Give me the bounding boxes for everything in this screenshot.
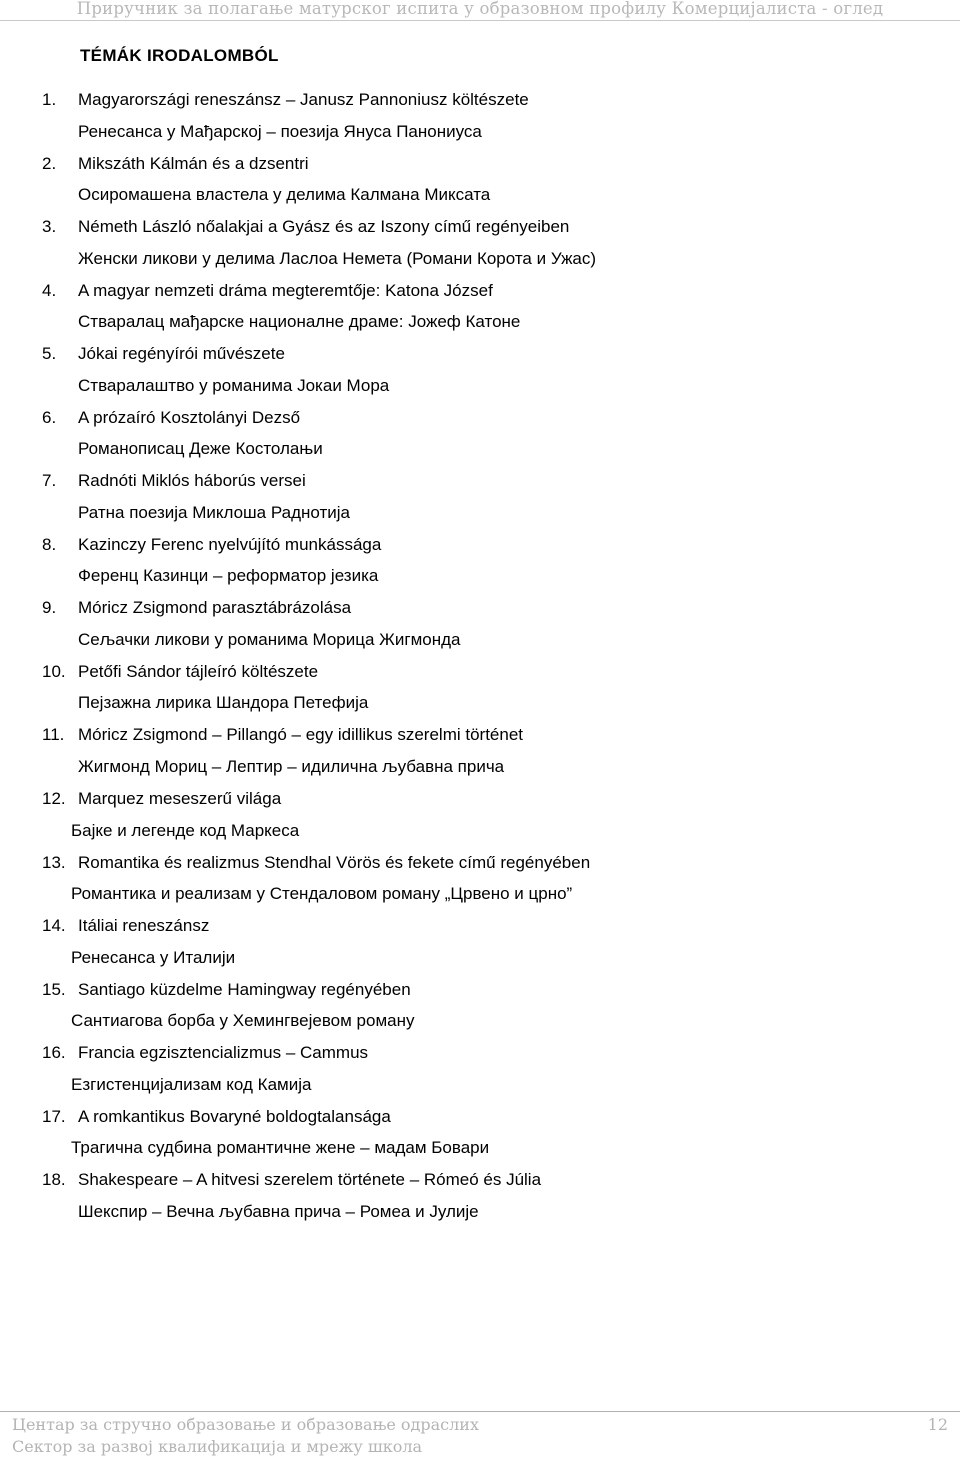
topic-title-serbian: Осиромашена властела у делима Калмана Миксата <box>78 185 491 205</box>
topic-title-serbian: Женски ликови у делима Ласлоа Немета (Романи Корота и Ужас) <box>78 248 597 268</box>
topic-title-serbian: Пејзажна лирика Шандора Петефија <box>78 693 369 713</box>
topic-item-8 <box>0 534 960 598</box>
topic-item-11 <box>0 724 960 788</box>
topic-number: 11. <box>42 725 65 745</box>
topic-title-hungarian: A prózaíró Kosztolányi Dezső <box>78 407 301 427</box>
topic-title-serbian: Ренесанса у Италији <box>71 947 236 967</box>
topic-item-4 <box>0 280 960 344</box>
topic-title-hungarian: Itáliai reneszánsz <box>78 916 210 936</box>
topic-number: 9. <box>42 598 57 618</box>
footer-divider <box>0 1411 960 1412</box>
topic-number: 2. <box>42 153 57 173</box>
topic-title-hungarian: Móricz Zsigmond – Pillangó – egy idillikus szerelmi történet <box>78 725 524 745</box>
topic-number: 13. <box>42 852 66 872</box>
topic-item-3 <box>0 216 960 280</box>
topic-title-hungarian: Francia egzisztencializmus – Cammus <box>78 1043 369 1063</box>
document-title: TÉMÁK IRODALOMBÓL <box>80 46 279 65</box>
topic-title-hungarian: Marquez meseszerű világa <box>78 789 282 809</box>
topic-item-18 <box>0 1169 960 1233</box>
topic-number: 4. <box>42 280 57 300</box>
topic-title-serbian: Стваралац мађарске националне драме: Јожеф Катоне <box>78 312 521 332</box>
topic-title-serbian: Сантиагова борба у Хемингвејевом роману <box>71 1011 415 1031</box>
topic-title-serbian: Ратна поезија Миклоша Раднотија <box>78 502 350 522</box>
topic-title-serbian: Ференц Казинци – реформатор језика <box>78 566 379 586</box>
topic-item-15 <box>0 979 960 1043</box>
topic-title-serbian: Стваралаштво у романима Јокаи Мора <box>78 375 390 395</box>
topic-number: 7. <box>42 471 57 491</box>
topic-item-5 <box>0 343 960 407</box>
topic-number: 15. <box>42 979 66 999</box>
topic-title-hungarian: Kazinczy Ferenc nyelvújító munkássága <box>78 534 382 554</box>
topic-number: 12. <box>42 789 66 809</box>
topic-item-9 <box>0 597 960 661</box>
topic-title-serbian: Сељачки ликови у романима Морица Жигмонда <box>78 629 461 649</box>
topic-title-serbian: Бајке и легенде код Маркеса <box>71 820 300 840</box>
topic-item-10 <box>0 661 960 725</box>
topic-title-serbian: Романописац Деже Костолањи <box>78 439 323 459</box>
topic-number: 5. <box>42 344 57 364</box>
topic-title-hungarian: Jókai regényírói művészete <box>78 344 285 364</box>
topic-title-hungarian: Németh László nőalakjai a Gyász és az Iszony című regényeiben <box>78 217 570 237</box>
topic-item-17 <box>0 1106 960 1170</box>
topic-number: 18. <box>42 1170 66 1190</box>
topic-title-hungarian: Radnóti Miklós háborús versei <box>78 471 306 491</box>
topic-title-hungarian: A magyar nemzeti dráma megteremtője: Katona József <box>78 280 493 300</box>
topic-title-hungarian: Móricz Zsigmond parasztábrázolása <box>78 598 352 618</box>
topic-number: 14. <box>42 916 66 936</box>
topic-title-hungarian: Santiago küzdelme Hamingway regényében <box>78 979 411 999</box>
topic-item-14 <box>0 915 960 979</box>
topic-number: 6. <box>42 407 57 427</box>
topic-title-serbian: Ренесанса у Мађарској – поезија Януса Панониуса <box>78 121 482 141</box>
topic-item-2 <box>0 153 960 217</box>
topic-number: 16. <box>42 1043 66 1063</box>
topic-number: 1. <box>42 90 57 109</box>
topic-item-6 <box>0 407 960 471</box>
topic-title-serbian: Жигмонд Мориц – Лептир – идилична љубавна прича <box>78 756 505 776</box>
topic-title-hungarian: A romkantikus Bovaryné boldogtalansága <box>78 1106 391 1126</box>
footer-department: Сектор за развој квалификација и мрежу школа <box>12 1437 423 1456</box>
topic-title-hungarian: Mikszáth Kálmán és a dzsentri <box>78 153 309 173</box>
topic-item-7 <box>0 470 960 534</box>
topic-title-serbian: Шекспир – Вечна љубавна прича – Ромеа и Јулије <box>78 1201 479 1221</box>
topic-title-hungarian: Magyarországi reneszánsz – Janusz Pannoniusz költészete <box>78 90 529 109</box>
topic-title-serbian: Езгистенцијализам код Камија <box>71 1074 312 1094</box>
topic-list <box>0 89 960 1233</box>
page-header: Приручник за полагање матурског испита у образовном профилу Комерцијалиста - оглед <box>76 0 884 18</box>
topic-number: 3. <box>42 217 57 237</box>
topic-number: 10. <box>42 661 66 681</box>
topic-title-hungarian: Romantika és realizmus Stendhal Vörös és fekete című regényében <box>78 852 591 872</box>
topic-item-1 <box>0 89 960 153</box>
topic-number: 17. <box>42 1106 66 1126</box>
topic-title-serbian: Трагична судбина романтичне жене – мадам Бовари <box>71 1138 490 1158</box>
topic-item-16 <box>0 1042 960 1106</box>
footer-institution: Центар за стручно образовање и образовање одраслих <box>12 1415 479 1434</box>
topic-title-hungarian: Shakespeare – A hitvesi szerelem története – Rómeó és Júlia <box>78 1170 542 1190</box>
topic-title-hungarian: Petőfi Sándor tájleíró költészete <box>78 661 319 681</box>
page-number: 12 <box>927 1415 948 1434</box>
topic-number: 8. <box>42 534 57 554</box>
topic-item-12 <box>0 788 960 852</box>
header-divider <box>0 20 960 21</box>
topic-title-serbian: Романтика и реализам у Стендаловом роману „Црвено и црно” <box>71 884 573 904</box>
topic-item-13 <box>0 852 960 916</box>
